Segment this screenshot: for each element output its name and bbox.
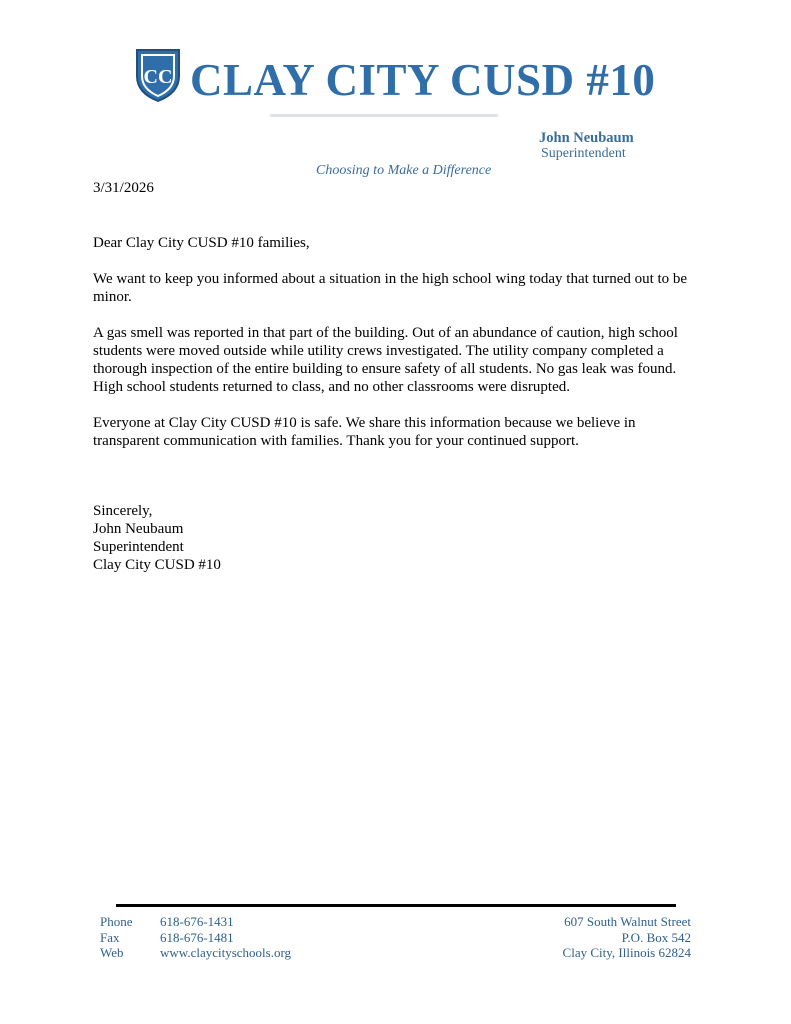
phone-value: 618-676-1431 xyxy=(160,914,234,929)
closing-phrase: Sincerely, xyxy=(93,503,153,519)
superintendent-name: John Neubaum xyxy=(539,130,634,146)
signer-org: Clay City CUSD #10 xyxy=(93,557,221,573)
address-line-2: P.O. Box 542 xyxy=(621,929,691,945)
shield-logo-icon xyxy=(134,46,182,104)
logo-text: CC xyxy=(143,66,173,88)
header-divider xyxy=(270,114,498,117)
signature-block xyxy=(93,502,221,574)
contact-phone xyxy=(100,914,291,930)
superintendent-title: Superintendent xyxy=(541,146,626,161)
address-line-3: Clay City, Illinois 62824 xyxy=(562,945,691,960)
footer-address xyxy=(563,914,691,961)
contact-fax xyxy=(100,930,291,946)
tagline: Choosing to Make a Difference xyxy=(316,163,492,178)
address-line-1: 607 South Walnut Street xyxy=(564,914,691,929)
paragraph-3: Everyone at Clay City CUSD #10 is safe. We share this information because we believe in transparent communication with families. Thank you for your continued support. xyxy=(93,415,636,449)
web-link[interactable]: www.claycityschools.org xyxy=(160,945,292,960)
fax-value: 618-676-1481 xyxy=(160,929,234,945)
footer-contacts xyxy=(100,914,291,961)
signer-title: Superintendent xyxy=(93,539,184,555)
signer-name: John Neubaum xyxy=(93,521,184,537)
salutation: Dear Clay City CUSD #10 families, xyxy=(93,235,310,251)
web-label: Web xyxy=(100,945,124,960)
letter-date: 3/31/2026 xyxy=(93,180,154,196)
paragraph-2: A gas smell was reported in that part of the building. Out of an abundance of caution, high school students were moved outside while utility crews investigated. The utility company completed a thorough inspection of the entire building to ensure safety of all students. No gas leak was found. High school students returned to class, and no other classrooms were disrupted. xyxy=(93,325,678,395)
paragraph-1: We want to keep you informed about a situation in the high school wing today that turned out to be minor. xyxy=(93,271,688,305)
footer-divider xyxy=(116,904,676,907)
logo-shield xyxy=(134,46,182,104)
org-name: CLAY CITY CUSD #10 xyxy=(190,55,656,105)
letter-body xyxy=(93,234,698,468)
contact-web xyxy=(100,945,291,961)
fax-label: Fax xyxy=(100,929,120,945)
phone-label: Phone xyxy=(100,914,133,929)
